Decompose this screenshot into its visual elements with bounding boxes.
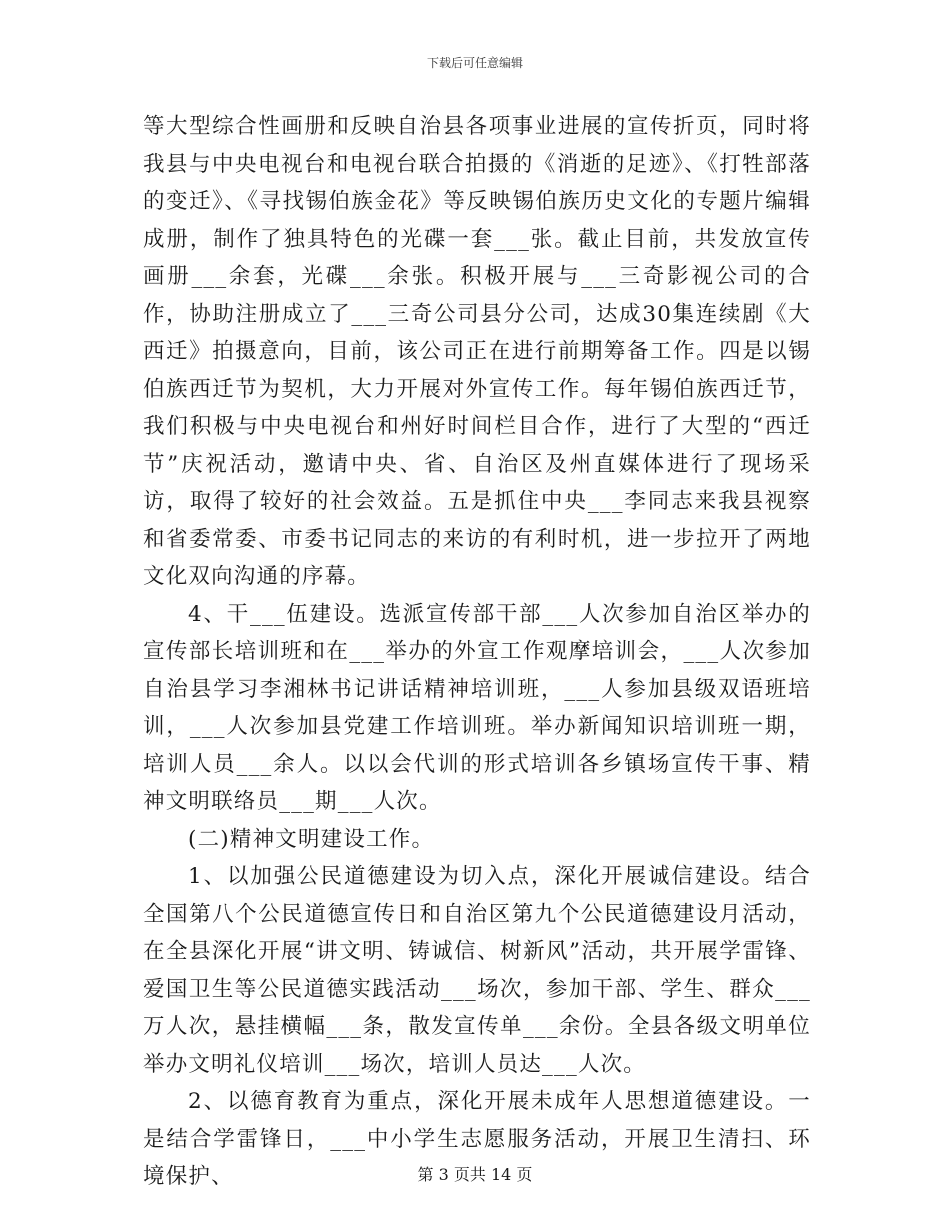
- paragraph-1: 等大型综合性画册和反映自治县各项事业进展的宣传折页，同时将我县与中央电视台和电视台联合拍摄的《消逝的足迹》、《打牲部落的变迁》、《寻找锡伯族金花》等反映锡伯族历史文化的专题片编辑成册，制作了独具特色的光碟一套___张。截止目前，共发放宣传画册___余套，光碟___余张。积极开展与___三奇影视公司的合作，协助注册成立了___三奇公司县分公司，达成30集连续剧《大西迁》拍摄意向，目前，该公司正在进行前期筹备工作。四是以锡伯族西迁节为契机，大力开展对外宣传工作。每年锡伯族西迁节，我们积极与中央电视台和州好时间栏目合作，进行了大型的“西迁节”庆祝活动，邀请中央、省、自治区及州直媒体进行了现场采访，取得了较好的社会效益。五是抓住中央___李同志来我县视察和省委常委、市委书记同志的来访的有利时机，进一步拉开了两地文化双向沟通的序幕。: [143, 114, 811, 589]
- paragraph-3: 1、以加强公民道德建设为切入点，深化开展诚信建设。结合全国第八个公民道德宣传日和自治区第九个公民道德建设月活动，在全县深化开展“讲文明、铸诚信、树新风”活动，共开展学雷锋、爱国卫生等公民道德实践活动___场次，参加干部、学生、群众___万人次，悬挂横幅___条，散发宣传单___余份。全县各级文明单位举办文明礼仪培训___场次，培训人员达___人次。: [143, 864, 811, 1077]
- section-heading: (二)精神文明建设工作。: [188, 826, 435, 852]
- page-footer: 第 3 页共 14 页: [417, 1165, 533, 1184]
- document-body: [143, 108, 811, 1196]
- paragraph-4: 2、以德育教育为重点，深化开展未成年人思想道德建设。一是结合学雷锋日，___中小学生志愿服务活动，开展卫生清扫、环境保护、: [143, 1089, 811, 1189]
- paragraph-2: 4、干___伍建设。选派宣传部干部___人次参加自治区举办的宣传部长培训班和在___举办的外宣工作观摩培训会，___人次参加自治县学习李湘林书记讲话精神培训班，___人参加县级双语班培训，___人次参加县党建工作培训班。举办新闻知识培训班一期，培训人员___余人。以以会代训的形式培训各乡镇场宣传干事、精神文明联络员___期___人次。: [143, 601, 811, 814]
- page-header: 下载后可任意编辑: [426, 56, 523, 70]
